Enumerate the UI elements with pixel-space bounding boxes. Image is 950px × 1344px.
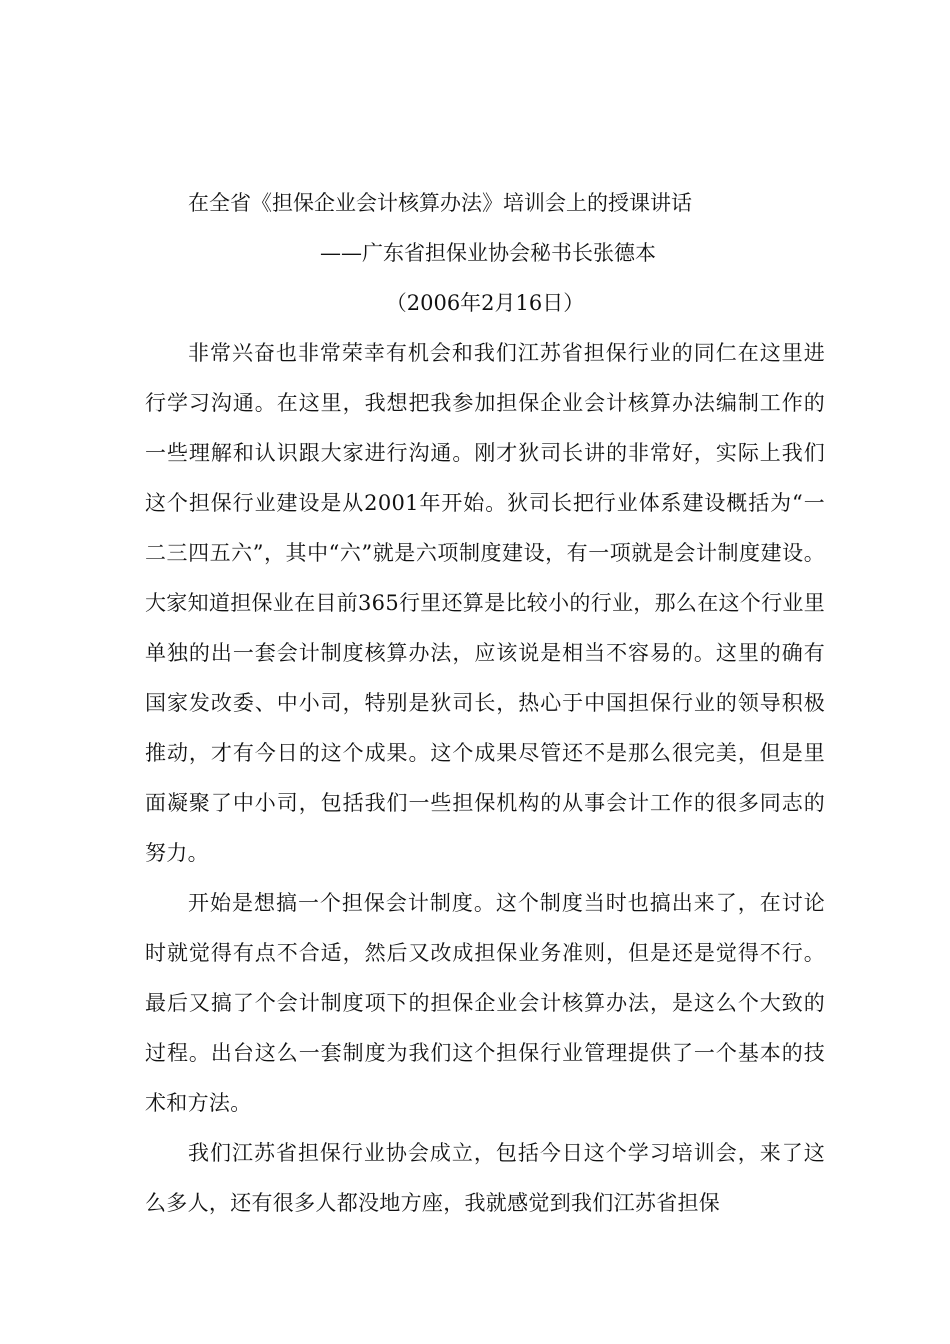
paragraph-3: 我们江苏省担保行业协会成立，包括今日这个学习培训会，来了这么多人，还有很多人都没地方座，我就感觉到我们江苏省担保 bbox=[145, 1141, 825, 1215]
date-line: （2006年2月16日） bbox=[385, 291, 585, 315]
document-body bbox=[145, 178, 825, 1228]
speaker-line: ——广东省担保业协会秘书长张德本 bbox=[320, 241, 656, 265]
document-title: 在全省《担保企业会计核算办法》培训会上的授课讲话 bbox=[188, 191, 692, 215]
paragraph-1: 非常兴奋也非常荣幸有机会和我们江苏省担保行业的同仁在这里进行学习沟通。在这里，我想把我参加担保企业会计核算办法编制工作的一些理解和认识跟大家进行沟通。刚才狄司长讲的非常好，实际上我们这个担保行业建设是从2001年开始。狄司长把行业体系建设概括为“一二三四五六”，其中“六”就是六项制度建设，有一项就是会计制度建设。大家知道担保业在目前365行里还算是比较小的行业，那么在这个行业里单独的出一套会计制度核算办法，应该说是相当不容易的。这里的确有国家发改委、中小司，特别是狄司长，热心于中国担保行业的领导积极推动，才有今日的这个成果。这个成果尽管还不是那么很完美，但是里面凝聚了中小司，包括我们一些担保机构的从事会计工作的很多同志的努力。 bbox=[145, 341, 825, 865]
paragraph-2: 开始是想搞一个担保会计制度。这个制度当时也搞出来了，在讨论时就觉得有点不合适，然后又改成担保业务准则，但是还是觉得不行。最后又搞了个会计制度项下的担保企业会计核算办法，是这么个大致的过程。出台这么一套制度为我们这个担保行业管理提供了一个基本的技术和方法。 bbox=[145, 891, 825, 1115]
